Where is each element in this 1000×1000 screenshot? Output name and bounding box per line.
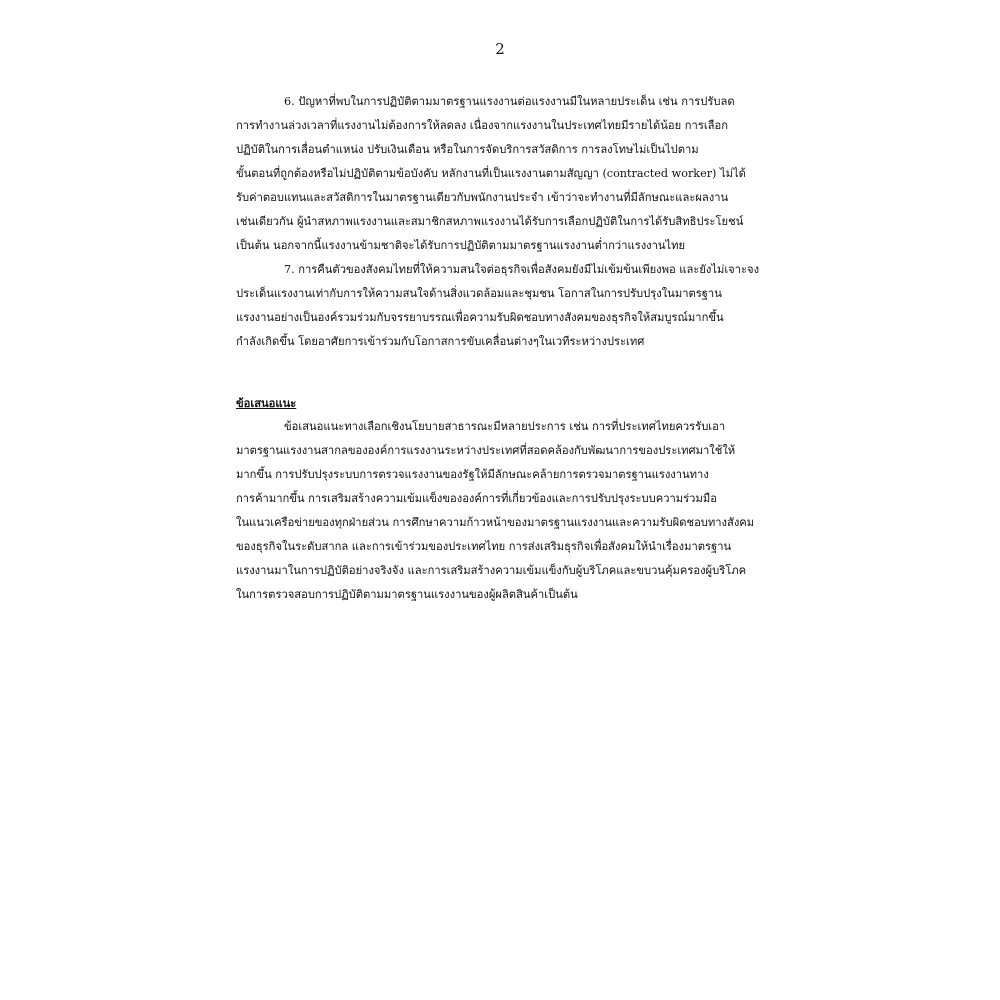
paragraph-line: การทำงานล่วงเวลาที่แรงงานไม่ต้องการให้ลดลง เนื่องจากแรงงานในประเทศไทยมีรายได้น้อย การเลือก: [236, 119, 729, 132]
paragraph-line: แรงงานอย่างเป็นองค์รวมร่วมกับจรรยาบรรณเพื่อความรับผิดชอบทางสังคมของธุรกิจให้สมบูรณ์มากขึ้น: [236, 311, 724, 324]
paragraph-line: ประเด็นแรงงานเท่ากับการให้ความสนใจด้านสิ่งแวดล้อมและชุมชน โอกาสในการปรับปรุงในมาตรฐาน: [236, 287, 722, 300]
paragraph-line: ในการตรวจสอบการปฏิบัติตามมาตรฐานแรงงานของผู้ผลิตสินค้าเป็นต้น: [236, 588, 578, 601]
paragraph-line: มากขึ้น การปรับปรุงระบบการตรวจแรงงานของรัฐให้มีลักษณะคล้ายการตรวจมาตรฐานแรงงานทาง: [236, 468, 709, 481]
paragraph-line: เป็นต้น นอกจากนี้แรงงานข้ามชาติจะได้รับการปฏิบัติตามมาตรฐานแรงงานต่ำกว่าแรงงานไทย: [236, 239, 686, 252]
paragraph-line: มาตรฐานแรงงานสากลขององค์การแรงงานระหว่างประเทศที่สอดคล้องกับพัฒนาการของประเทศมาใช้ให้: [236, 444, 736, 457]
paragraph-line: ของธุรกิจในระดับสากล และการเข้าร่วมของประเทศไทย การส่งเสริมธุรกิจเพื่อสังคมให้นำเรื่องมาตรฐาน: [236, 540, 732, 553]
recommendations-paragraph: [236, 415, 766, 607]
paragraph-line: ขั้นตอนที่ถูกต้องหรือไม่ปฏิบัติตามข้อบังคับ หลักงานที่เป็นแรงงานตามสัญญา (contracted worker) ไม่ได้: [236, 167, 746, 180]
section-7-paragraph: [236, 258, 766, 354]
paragraph-line: การค้ามากขึ้น การเสริมสร้างความเข้มแข็งขององค์การที่เกี่ยวข้องและการปรับปรุงระบบความร่วมมือ: [236, 492, 717, 505]
paragraph-line: กำลังเกิดขึ้น โดยอาศัยการเข้าร่วมกับโอกาสการขับเคลื่อนต่างๆในเวทีระหว่างประเทศ: [236, 335, 645, 348]
paragraph-line: รับค่าตอบแทนและสวัสดิการในมาตรฐานเดียวกับพนักงานประจำ เข้าว่าจะทำงานที่มีลักษณะและผลงาน: [236, 191, 729, 204]
section-6-paragraph: [236, 90, 766, 258]
paragraph-line: แรงงานมาในการปฏิบัติอย่างจริงจัง และการเสริมสร้างความเข้มแข็งกับผู้บริโภคและขบวนคุ้มครองผู้บริโภค: [236, 564, 747, 577]
paragraph-line: ข้อเสนอแนะทางเลือกเชิงนโยบายสาธารณะมีหลายประการ เช่น การที่ประเทศไทยควรรับเอา: [284, 420, 726, 433]
paragraph-line: ในแนวเครือข่ายของทุกฝ่ายส่วน การศึกษาความก้าวหน้าของมาตรฐานแรงงานและความรับผิดชอบทางสังคม: [236, 516, 755, 529]
document-body: [236, 90, 766, 607]
paragraph-line: 7. การคืนตัวของสังคมไทยที่ให้ความสนใจต่อธุรกิจเพื่อสังคมยังมีไม่เข้มข้นเพียงพอ และยังไม่เจาะจง: [284, 263, 760, 276]
recommendations-heading: ข้อเสนอแนะ: [236, 396, 297, 410]
page-number: 2: [495, 40, 505, 58]
paragraph-line: เช่นเดียวกัน ผู้นำสหภาพแรงงานและสมาชิกสหภาพแรงงานได้รับการเลือกปฏิบัติในการได้รับสิทธิประโยชน์: [236, 215, 744, 228]
paragraph-line: 6. ปัญหาที่พบในการปฏิบัติตามมาตรฐานแรงงานต่อแรงงานมีในหลายประเด็น เช่น การปรับลด: [284, 95, 735, 108]
section-spacer: [236, 354, 766, 391]
paragraph-line: ปฏิบัติในการเลื่อนตำแหน่ง ปรับเงินเดือน หรือในการจัดบริการสวัสดิการ การลงโทษไม่เป็นไปตาม: [236, 143, 699, 156]
